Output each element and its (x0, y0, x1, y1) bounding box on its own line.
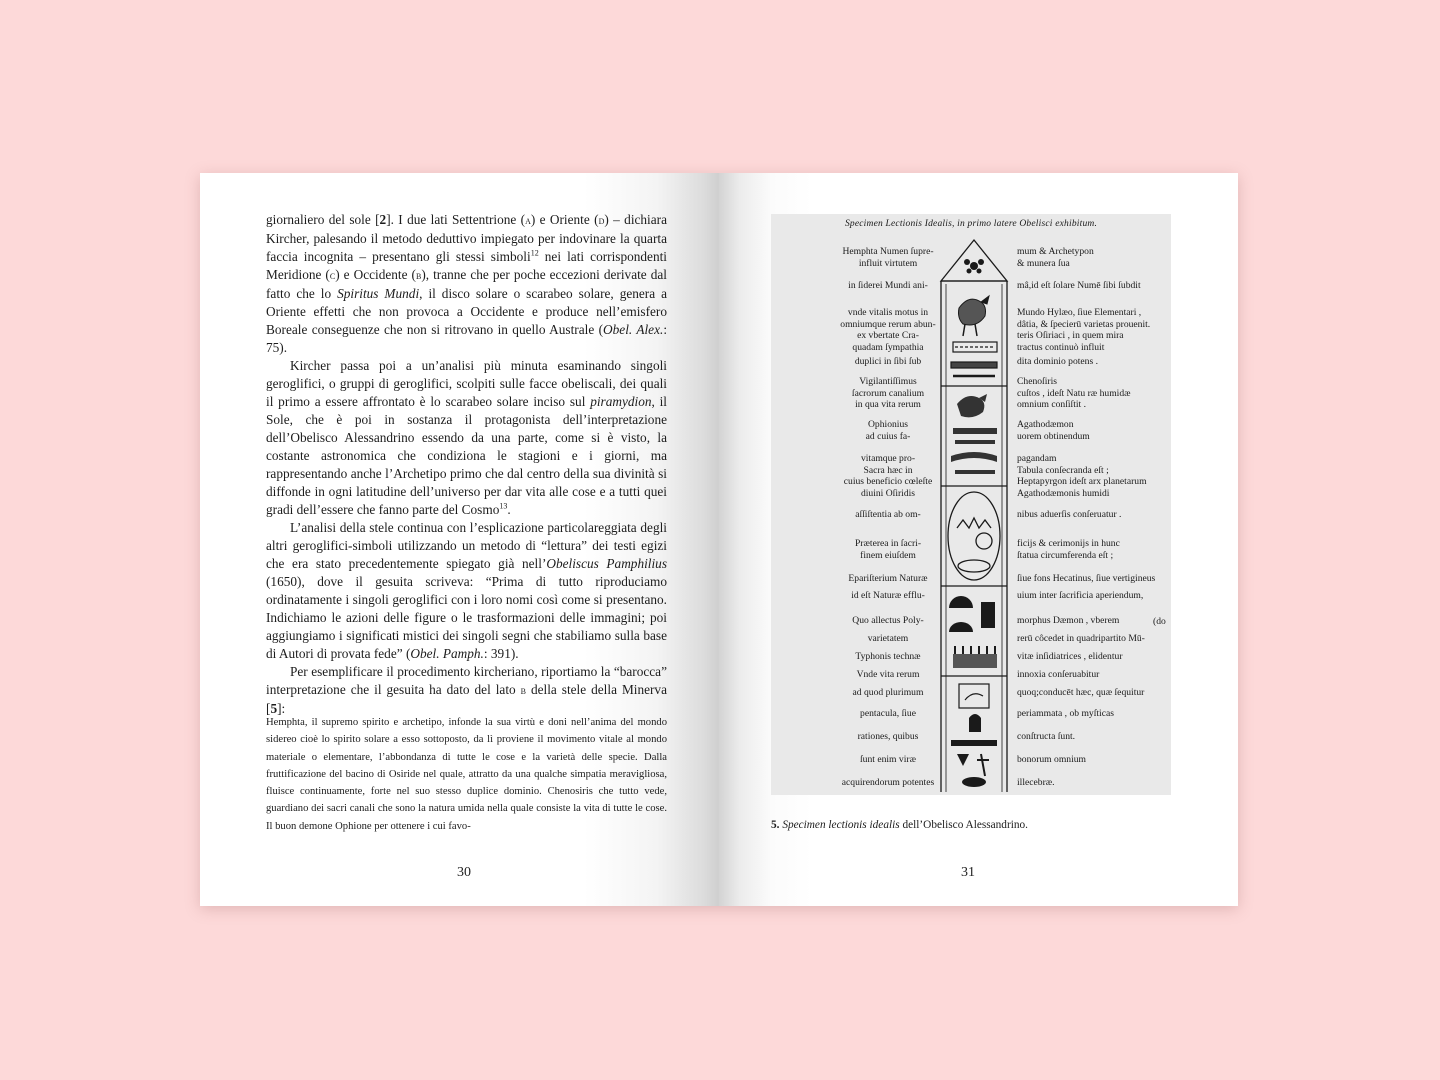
plate-right-entry: ſiue fons Hecatinus, ſiue vertigineus (1017, 573, 1156, 584)
text-segment: nei lati corrispondenti Meridione ( (266, 249, 667, 282)
plate-right-entry: quoq;conducēt hæc, quæ ſequitur (1017, 687, 1145, 698)
text-segment: ), tranne che per poche eccezioni derivate dal fatto che lo (266, 267, 667, 301)
plate-left-entry: Ophionius ad cuius fa- (865, 419, 911, 442)
caption-number: 5. (771, 819, 780, 831)
text-segment: piramydion (590, 394, 652, 409)
text-segment: d (598, 215, 605, 227)
paragraph (266, 211, 667, 357)
plate-left-entry: aſſiſtentia ab om- (855, 509, 921, 520)
text-segment: ) e Oriente ( (530, 212, 599, 227)
text-segment: giornaliero del sole [ (266, 212, 380, 227)
text-segment: : 391). (483, 646, 519, 661)
paragraph (266, 519, 667, 663)
text-segment: Obeliscus Pamphilius (546, 556, 668, 571)
plate-left-entry: ſunt enim viræ (860, 754, 916, 765)
text-segment: c (329, 270, 336, 282)
plate-right-entry: innoxia conſeruabitur (1017, 669, 1100, 680)
text-segment: della stele della Minerva [ (266, 682, 667, 716)
page-number: 30 (457, 865, 471, 880)
plate-left-entry: Præterea in ſacri- finem eiuſdem (854, 538, 922, 561)
text-segment: , il Sole, che è poi in sostanza il protagonista dell’interpretazione dell’Obelisco Alessandrino essendo da una parte, come si è visto, la costante astronomica che condiziona le stagioni e i giorni, ma rappresentando anche l’Archetipo primo che dal centro della sua divinità si diffonde in ogni latitudine dell’universo per dar vita alle cose e a tutti quei gradi dell’essere che fanno parte del Cosmo (266, 394, 668, 517)
plate-right-entry: morphus Dæmon , vberem (1017, 615, 1120, 626)
text-segment: 13 (499, 501, 508, 511)
paragraph (266, 357, 667, 519)
quote-paragraph: Hemphta, il supremo spirito e archetipo, infonde la sua virtù e doni nell’anima del mondo sidereo cioè lo spirito solare a esso sottoposto, da lì proviene il movimento vitale al mondo materiale o elementare, l’abbondanza di tutte le cose e la varietà delle specie. Dalla fruttificazione del bacino di Osiride nel quale, attratto da una qualche simpatia meravigliosa, fluisce continuamente, forte nel suo stesso duplice dominio. Chenosiris che tutto vede, guardiano dei sacri canali che sono la natura umida nella quale consiste la vita di tutte le cose. Il buon demone Ophione per ottenere i cui favo- (266, 717, 667, 832)
plate-right-entry: vitæ inſidiatrices , elidentur (1017, 651, 1123, 662)
plate-left-entry: Vnde vita rerum (856, 669, 920, 680)
plate-right-entry: Mundo Hylæo, ſiue Elementari , dâtia, & ſpecierū varietas prouenit. teris Oſiriaci , in quem mira tractus continuò influit (1017, 307, 1151, 353)
text-segment: Kircher passa poi a un’analisi più minuta esaminando singoli geroglifici, o gruppi di geroglifici, scolpiti sulle facce obeliscali, dei quali il primo a essere affrontato è lo scarabeo solare inciso sul (266, 358, 667, 409)
text-segment: a (525, 215, 531, 227)
plate-left-entry: ad quod plurimum (852, 687, 924, 698)
plate-right-entry: nibus aduerſis conſeruatur . (1017, 509, 1122, 520)
book-spread (200, 173, 1238, 906)
plate-header: Specimen Lectionis Idealis, in primo latere Obelisci exhibitum. (844, 219, 1098, 229)
page-number: 31 (961, 865, 975, 880)
caption-rest: dell’Obelisco Alessandrino. (899, 819, 1028, 831)
plate-left-entry: pentacula, ſiue (860, 708, 916, 719)
plate-left-entry: duplici in ſibi ſub (854, 356, 922, 367)
block-quote (266, 714, 667, 835)
paragraph (266, 663, 667, 718)
plate-right-entry: mâ,id eſt ſolare Numē ſibi ſubdit (1017, 280, 1141, 291)
text-segment: ]. I due lati Settentrione ( (386, 212, 526, 227)
figure-caption (771, 819, 1191, 831)
plate-left-entry: varietatem (867, 633, 909, 644)
plate-left-entry: id eſt Naturæ efflu- (851, 590, 925, 601)
plate-left-entry: Hemphta Numen ſupre- influit virtutem (842, 246, 934, 269)
plate-right-entry: periammata , ob myſticas (1017, 708, 1114, 719)
plate-left-entry: vnde vitalis motus in omniumque rerum abun- ex vbertate Cra- quadam ſympathia (840, 307, 936, 353)
text-segment: ) e Occidente ( (335, 267, 416, 282)
text-segment: 5 (270, 701, 278, 716)
plate-right-entry: illecebræ. (1017, 777, 1055, 788)
text-segment: 12 (530, 248, 539, 258)
left-page (200, 173, 719, 906)
plate-left-entry: Quo allectus Poly- (852, 615, 924, 626)
text-segment: ) – dichiara Kircher, palesando il metodo deduttivo impiegato per indovinare la quarta faccia incognita – presentano gli stessi simboli (266, 212, 667, 264)
text-segment: : 75). (266, 322, 668, 355)
plate-left-entry: rationes, quibus (857, 731, 919, 742)
text-segment: L’analisi della stele continua con l’esplicazione particolareggiata degli altri geroglifici-simboli utilizzando un metodo di “lettura” dei testi egizi che era stato precedentemente spiegato già nell’ (266, 520, 667, 571)
body-text (266, 211, 667, 718)
plate-left-entry: Vigilantiſſimus ſacrorum canalium in qua vita rerum (851, 376, 925, 410)
obelisk-engraving (929, 236, 1019, 792)
plate-right-entry: bonorum omnium (1017, 754, 1087, 765)
text-segment: b (520, 685, 526, 697)
figure-plate (771, 214, 1171, 795)
plate-left-entry: in ſiderei Mundi ani- (848, 280, 928, 291)
plate-right-entry: uium inter ſacrificia aperiendum, (1017, 590, 1144, 601)
plate-right-entry: dita dominio potens . (1017, 356, 1099, 367)
plate-right-entry: mum & Archetypon & munera ſua (1017, 246, 1094, 269)
plate-right-entry: rerū côcedet in quadripartito Mū- (1017, 633, 1145, 644)
text-segment: b (415, 270, 422, 282)
plate-right-entry: ficijs & cerimoniјs in hunc ſtatua circumferenda eſt ; (1017, 538, 1120, 561)
plate-right-entry: conſtructa ſunt. (1017, 731, 1076, 742)
plate-left-entry: acquirendorum potentes (841, 777, 935, 788)
plate-left-entry: Typhonis technæ (855, 651, 921, 662)
right-page (719, 173, 1238, 906)
plate-margin-note: (do (1153, 616, 1166, 627)
text-segment: Spiritus Mundi (337, 286, 420, 301)
text-segment: Obel. Alex. (603, 322, 664, 337)
text-segment: , il disco solare o scarabeo solare, genera a Oriente effetti che non provoca a Occidente e produce nell’emisfero Boreale conseguenze che non si ritrovano in quello Australe ( (266, 286, 668, 337)
plate-right-entry: pagandam Tabula conſecranda eſt ; Heptapyrgon ideſt arx planetarum Agathodæmonis humidi (1017, 453, 1147, 499)
plate-left-entry: Epariſterium Naturæ (848, 573, 928, 584)
text-segment: ]: (277, 701, 286, 716)
text-segment: Per esemplificare il procedimento kircheriano, riportiamo la “barocca” interpretazione che il gesuita ha dato del lato (266, 664, 667, 697)
text-segment: . (507, 502, 511, 517)
text-segment: 2 (379, 212, 387, 227)
caption-title: Specimen lectionis idealis (782, 819, 900, 831)
text-segment: Obel. Pamph. (410, 646, 484, 661)
plate-right-entry: Agathodæmon uorem obtinendum (1017, 419, 1090, 442)
plate-left-entry: vitamque pro- Sacra hæc in cuius beneficio cœleſte diuini Oſiridis (843, 453, 933, 499)
text-segment: (1650), dove il gesuita scriveva: “Prima di tutto riproduciamo ordinatamente i singoli geroglifici con i loro nomi così come si presentano. Indichiamo le azioni delle figure o le trasformazioni delle immagini; poi aggiungiamo i significati mistici dei singoli segni che stabiliamo sulla base di Autori di provata fede” ( (266, 574, 667, 661)
plate-right-entry: Chenoſiris cuſtos , ideſt Natu ræ humidæ omnium conſiſtit . (1017, 376, 1131, 410)
